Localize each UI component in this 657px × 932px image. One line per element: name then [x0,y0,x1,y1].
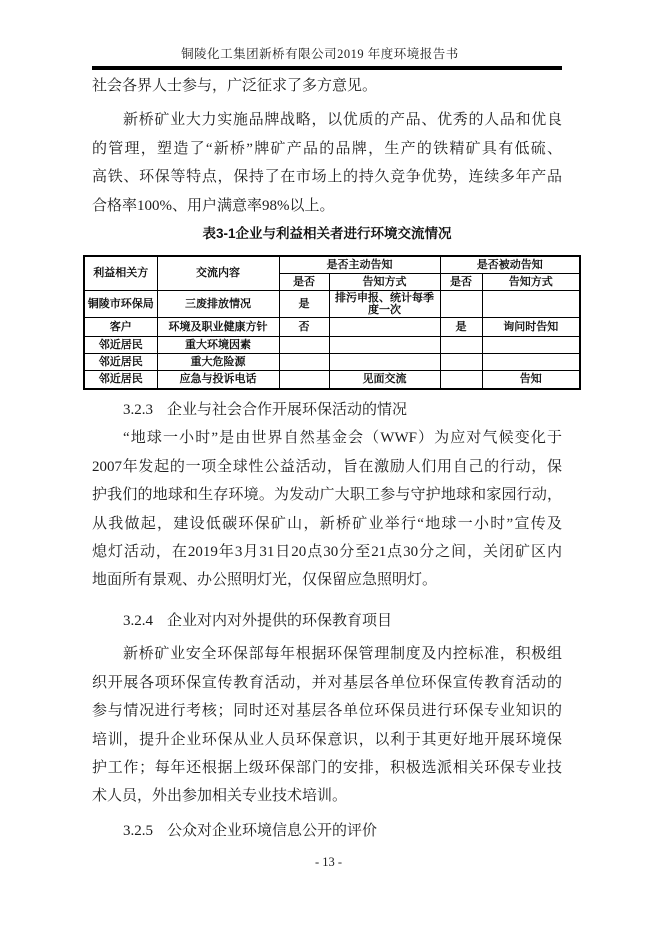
paragraph-4 [92,640,562,810]
table-cell: 否 [279,317,329,336]
section-heading-3-2-4 [92,607,562,635]
page-content [87,72,562,845]
table-cell [482,353,580,370]
table-header-cell: 告知方式 [329,273,440,290]
table-row [84,353,580,370]
page-header-title: 铜陵化工集团新桥有限公司2019 年度环境报告书 [181,47,459,61]
table-cell: 客户 [84,317,157,336]
table-cell: 重大环境因素 [157,336,279,353]
table-header-cell: 是否主动告知 [279,256,440,273]
table-header-cell: 告知方式 [482,273,580,290]
table-cell [482,336,580,353]
section-title: 企业对内对外提供的环保教育项目 [167,612,393,629]
table-cell: 铜陵市环保局 [84,290,157,317]
section-title: 企业与社会合作开展环保活动的情况 [167,402,408,419]
table-cell: 告知 [482,370,580,389]
table-cell [329,353,440,370]
paragraph-line: 培训，提升企业环保从业人员环保意识，以利于其更好地开展环境保 [92,731,562,748]
table-header-cell: 交流内容 [157,256,279,290]
table-row [84,317,580,336]
table-cell: 邻近居民 [84,353,157,370]
table-cell [482,290,580,317]
table-cell: 是 [440,317,482,336]
paragraph-line: 新桥矿业大力实施品牌战略，以优质的产品、优秀的人品和优良 [123,112,562,129]
table-cell [279,353,329,370]
table-cell: 询问时告知 [482,317,580,336]
table-cell: 环境及职业健康方针 [157,317,279,336]
paragraph-line: 织开展各项环保宣传教育活动，并对基层各单位环保宣传教育活动的 [92,674,562,691]
table-cell [329,317,440,336]
paragraph-line: 新桥矿业安全环保部每年根据环保管理制度及内控标准，积极组 [123,646,562,663]
table-cell [279,370,329,389]
header-rule [92,66,562,70]
table-row [84,370,580,389]
table-cell [440,290,482,317]
paragraph-line: 高铁、环保等特点，保持了在市场上的持久竞争优势，连续多年产品 [92,169,562,186]
stakeholder-communication-table [83,255,581,390]
section-number: 3.2.4 [123,612,153,629]
page-number: - 13 - [314,855,343,869]
table-cell: 邻近居民 [84,370,157,389]
table-cell: 应急与投诉电话 [157,370,279,389]
table-cell [329,336,440,353]
paragraph-line: 术人员，外出参加相关专业技术培训。 [92,788,348,805]
table-cell: 是 [279,290,329,317]
section-number: 3.2.3 [123,402,153,419]
table-header-cell: 是否 [440,273,482,290]
paragraph-line: 2007年发起的一项全球性公益活动，旨在激励人们用自己的行动，保 [92,458,562,475]
table-cell [440,336,482,353]
paragraph-line: 熄灯活动，在2019年3月31日20点30分至21点30分之间，关闭矿区内 [92,544,562,561]
table-row [84,336,580,353]
table-cell [440,353,482,370]
section-title: 公众对企业环境信息公开的评价 [167,822,378,839]
table-cell: 见面交流 [329,370,440,389]
paragraph-line: 护工作；每年还根据上级环保部门的安排，积极选派相关环保专业技 [92,759,562,776]
paragraph-line: 从我做起，建设低碳环保矿山，新桥矿业举行“地球一小时”宣传及 [92,515,562,532]
paragraph-line: 地面所有景观、办公照明灯光，仅保留应急照明灯。 [92,572,438,589]
table-title: 表3-1企业与利益相关者进行环境交流情况 [202,226,452,242]
table-cell [279,336,329,353]
paragraph-line: 护我们的地球和生存环境。为发动广大职工参与守护地球和家园行动， [92,487,562,504]
paragraph-line: 合格率100%、用户满意率98%以上。 [92,197,335,214]
table-header-cell: 利益相关方 [84,256,157,290]
table-cell: 邻近居民 [84,336,157,353]
paragraph-line: 社会各界人士参与，广泛征求了多方意见。 [92,78,378,94]
paragraph-line: 的管理，塑造了“新桥”牌矿产品的品牌，生产的铁精矿具有低硫、 [92,140,562,157]
table-header-cell: 是否被动告知 [440,256,580,273]
paragraph-1 [92,72,562,100]
section-number: 3.2.5 [123,822,153,839]
paragraph-3 [92,424,562,594]
table-header-cell: 是否 [279,273,329,290]
table-cell: 三废排放情况 [157,290,279,317]
paragraph-line: “地球一小时”是由世界自然基金会（WWF）为应对气候变化于 [123,430,562,447]
table-cell: 排污申报、统计每季度一次 [329,290,440,317]
section-heading-3-2-5 [92,817,562,845]
section-heading-3-2-3 [92,396,562,424]
paragraph-line: 参与情况进行考核；同时还对基层各单位环保员进行环保专业知识的 [92,703,562,720]
paragraph-2 [92,106,562,220]
table-header-row-1 [84,256,580,273]
table-row [84,290,580,317]
table-cell: 重大危险源 [157,353,279,370]
table-cell [440,370,482,389]
